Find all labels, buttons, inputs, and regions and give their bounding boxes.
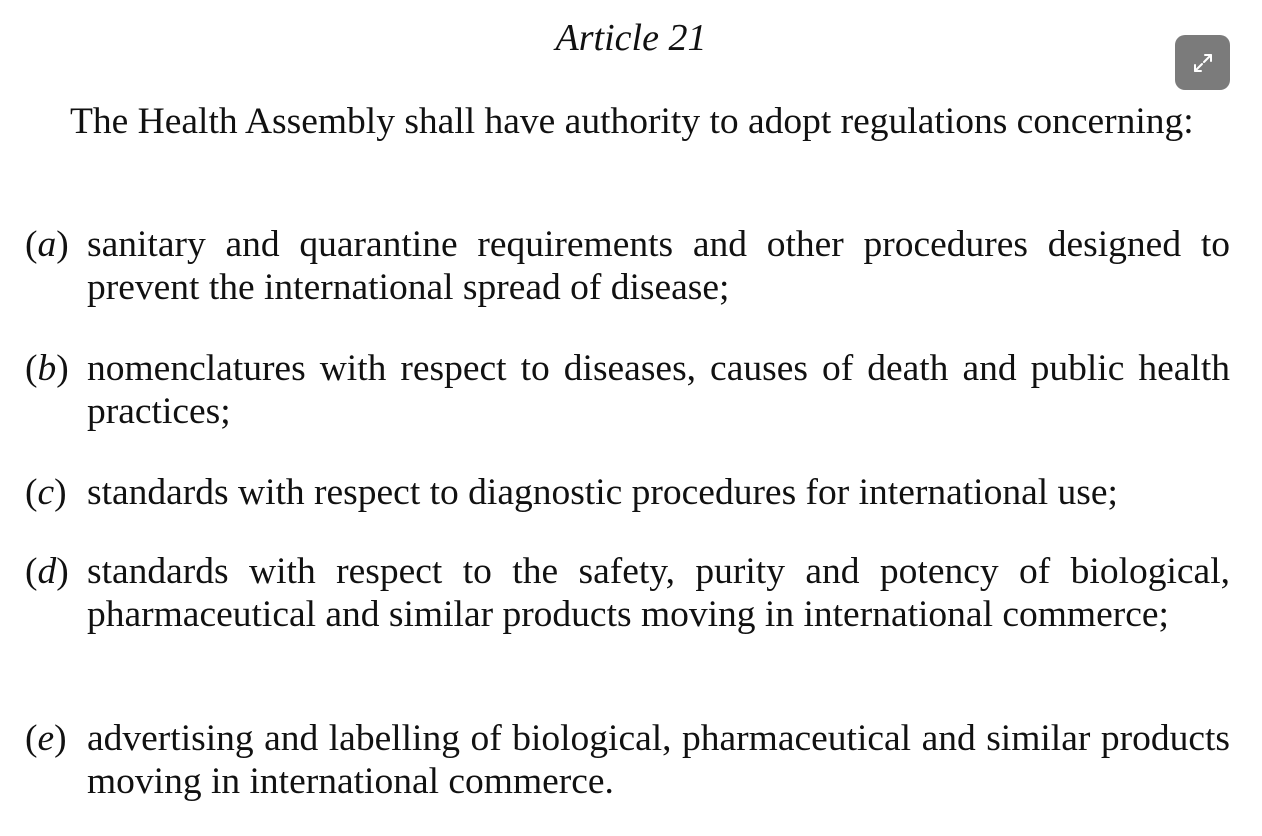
list-item-e xyxy=(25,717,1230,803)
item-text-a: sanitary and quarantine requirements and other procedures designed to prevent the international spread of disease; xyxy=(87,224,1230,308)
list-item-d xyxy=(25,550,1230,636)
expand-icon xyxy=(1190,50,1216,76)
item-label-b: (b) xyxy=(25,348,69,389)
item-text-d: standards with respect to the safety, purity and potency of biological, pharmaceutical and similar products moving in international commerce; xyxy=(87,551,1230,635)
item-text-b: nomenclatures with respect to diseases, causes of death and public health practices; xyxy=(87,348,1230,432)
list-item-b xyxy=(25,347,1230,433)
item-label-e: (e) xyxy=(25,718,67,759)
article-heading: Article 21 xyxy=(555,17,707,59)
list-item-a xyxy=(25,223,1230,309)
expand-button[interactable] xyxy=(1175,35,1230,90)
item-label-a: (a) xyxy=(25,224,69,265)
list-item-c xyxy=(25,471,1230,514)
item-text-c: standards with respect to diagnostic procedures for international use; xyxy=(87,472,1118,513)
item-text-e: advertising and labelling of biological, pharmaceutical and similar products moving in international commerce. xyxy=(87,718,1230,802)
item-label-d: (d) xyxy=(25,551,69,592)
item-label-c: (c) xyxy=(25,472,67,513)
intro-paragraph: The Health Assembly shall have authority to adopt regulations concerning: xyxy=(70,101,1194,142)
